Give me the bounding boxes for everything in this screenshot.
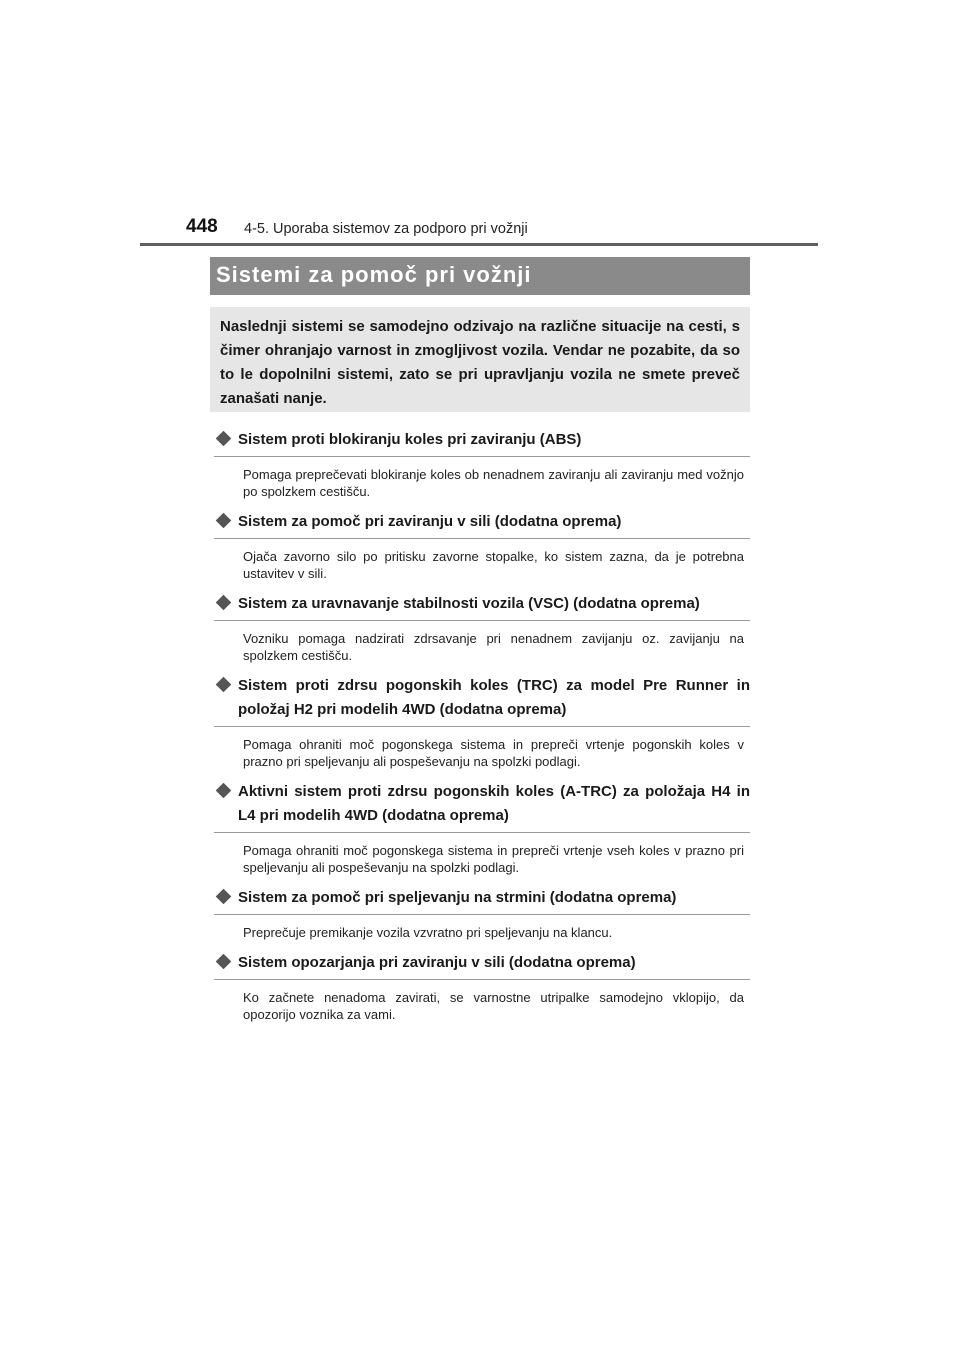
feature-title: Sistem za pomoč pri speljevanju na strmini (dodatna oprema) bbox=[238, 889, 677, 906]
section-title: Sistemi za pomoč pri vožnji bbox=[216, 262, 532, 287]
feature-heading bbox=[214, 886, 750, 915]
feature-brake-assist bbox=[214, 510, 750, 582]
feature-abs bbox=[214, 428, 750, 500]
diamond-bullet-icon bbox=[216, 595, 232, 611]
diamond-bullet-icon bbox=[216, 889, 232, 905]
page-number: 448 bbox=[186, 216, 218, 237]
feature-heading bbox=[214, 428, 750, 457]
feature-list bbox=[214, 428, 750, 1033]
feature-emergency-brake-signal bbox=[214, 951, 750, 1023]
feature-description: Pomaga ohraniti moč pogonskega sistema in prepreči vrtenje pogonskih koles v prazno pri speljevanju ali pospeševanju na spolzki podlagi. bbox=[243, 737, 744, 769]
intro-text: Naslednji sistemi se samodejno odzivajo na različne situacije na cesti, s čimer ohranjajo varnost in zmogljivost vozila. Vendar ne pozabite, da so to le dopolnilni sistemi, zato se pri upravljanju vozila ne smete preveč zanašati nanje. bbox=[220, 318, 740, 407]
feature-title: Sistem za pomoč pri zaviranju v sili (dodatna oprema) bbox=[238, 513, 622, 530]
feature-description: Pomaga ohraniti moč pogonskega sistema in prepreči vrtenje vseh koles v prazno pri speljevanju ali pospeševanju na spolzki podlagi. bbox=[243, 843, 744, 875]
feature-hill-start-assist bbox=[214, 886, 750, 941]
feature-title: Sistem opozarjanja pri zaviranju v sili (dodatna oprema) bbox=[238, 954, 636, 971]
feature-description: Ojača zavorno silo po pritisku zavorne stopalke, ko sistem zazna, da je potrebna ustavitev v sili. bbox=[243, 549, 744, 581]
diamond-bullet-icon bbox=[216, 431, 232, 447]
feature-description: Ko začnete nenadoma zavirati, se varnostne utripalke samodejno vklopijo, da opozorijo voznika za vami. bbox=[243, 990, 744, 1022]
feature-heading bbox=[214, 951, 750, 980]
diamond-bullet-icon bbox=[216, 677, 232, 693]
feature-title: Sistem proti zdrsu pogonskih koles (TRC) za model Pre Runner in položaj H2 pri modelih 4WD (dodatna oprema) bbox=[238, 677, 750, 718]
feature-heading bbox=[214, 674, 750, 727]
section-title-bar bbox=[210, 257, 750, 295]
feature-description: Preprečuje premikanje vozila vzvratno pri speljevanju na klancu. bbox=[243, 925, 613, 940]
feature-vsc bbox=[214, 592, 750, 664]
diamond-bullet-icon bbox=[216, 513, 232, 529]
running-header: 4-5. Uporaba sistemov za podporo pri vožnji bbox=[244, 221, 528, 237]
diamond-bullet-icon bbox=[216, 783, 232, 799]
feature-title: Sistem proti blokiranju koles pri zaviranju (ABS) bbox=[238, 431, 582, 448]
header-divider bbox=[140, 243, 818, 246]
feature-title: Sistem za uravnavanje stabilnosti vozila (VSC) (dodatna oprema) bbox=[238, 595, 700, 612]
feature-title: Aktivni sistem proti zdrsu pogonskih koles (A-TRC) za položaja H4 in L4 pri modelih 4WD (dodatna oprema) bbox=[238, 783, 750, 824]
feature-a-trc bbox=[214, 780, 750, 876]
feature-heading bbox=[214, 510, 750, 539]
diamond-bullet-icon bbox=[216, 954, 232, 970]
feature-description: Pomaga preprečevati blokiranje koles ob nenadnem zaviranju ali zaviranju med vožnjo po spolzkem cestišču. bbox=[243, 467, 744, 499]
intro-box bbox=[210, 307, 750, 412]
feature-trc bbox=[214, 674, 750, 770]
feature-heading bbox=[214, 592, 750, 621]
feature-heading bbox=[214, 780, 750, 833]
feature-description: Vozniku pomaga nadzirati zdrsavanje pri nenadnem zavijanju oz. zavijanju na spolzkem cestišču. bbox=[243, 631, 744, 663]
